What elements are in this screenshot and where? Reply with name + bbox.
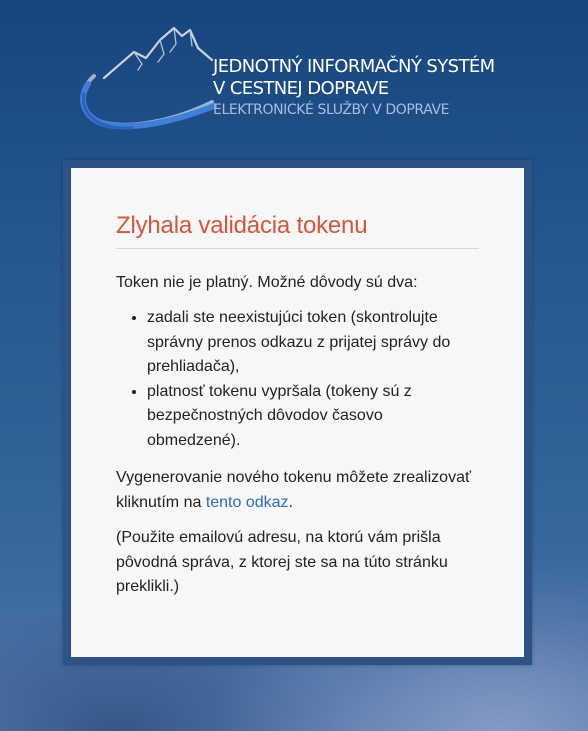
mountain-swoosh-logo-icon <box>72 18 222 130</box>
regenerate-end: . <box>288 493 293 511</box>
reasons-list <box>116 306 479 453</box>
regenerate-token-link[interactable]: tento odkaz <box>205 493 289 511</box>
card-content <box>116 210 479 600</box>
list-item: • zadali ste neexistujúci token (skontrolujte správny prenos odkazu z prijatej správy do prehliadača), <box>147 306 479 380</box>
error-card <box>71 168 524 657</box>
page-header <box>0 0 588 150</box>
logo-text <box>213 56 495 119</box>
regenerate-paragraph <box>116 466 479 515</box>
logo-subtitle: ELEKTRONICKÉ SLUŽBY V DOPRAVE <box>213 102 450 118</box>
logo-title-line1: JEDNOTNÝ INFORMAČNÝ SYSTÉM <box>213 56 495 77</box>
regenerate-text: Vygenerovanie nového tokenu môžete zrealizovať kliknutím na <box>116 469 471 511</box>
email-note: (Použite emailovú adresu, na ktorú vám prišla pôvodná správa, z ktorej ste sa na túto stránku preklikli.) <box>116 529 448 595</box>
error-title: Zlyhala validácia tokenu <box>116 210 479 249</box>
list-item: • platnosť tokenu vypršala (tokeny sú z bezpečnostných dôvodov časovo obmedzené). <box>147 380 479 454</box>
error-intro: Token nie je platný. Možné dôvody sú dva: <box>116 274 418 291</box>
logo-title-line2: V CESTNEJ DOPRAVE <box>213 78 389 99</box>
